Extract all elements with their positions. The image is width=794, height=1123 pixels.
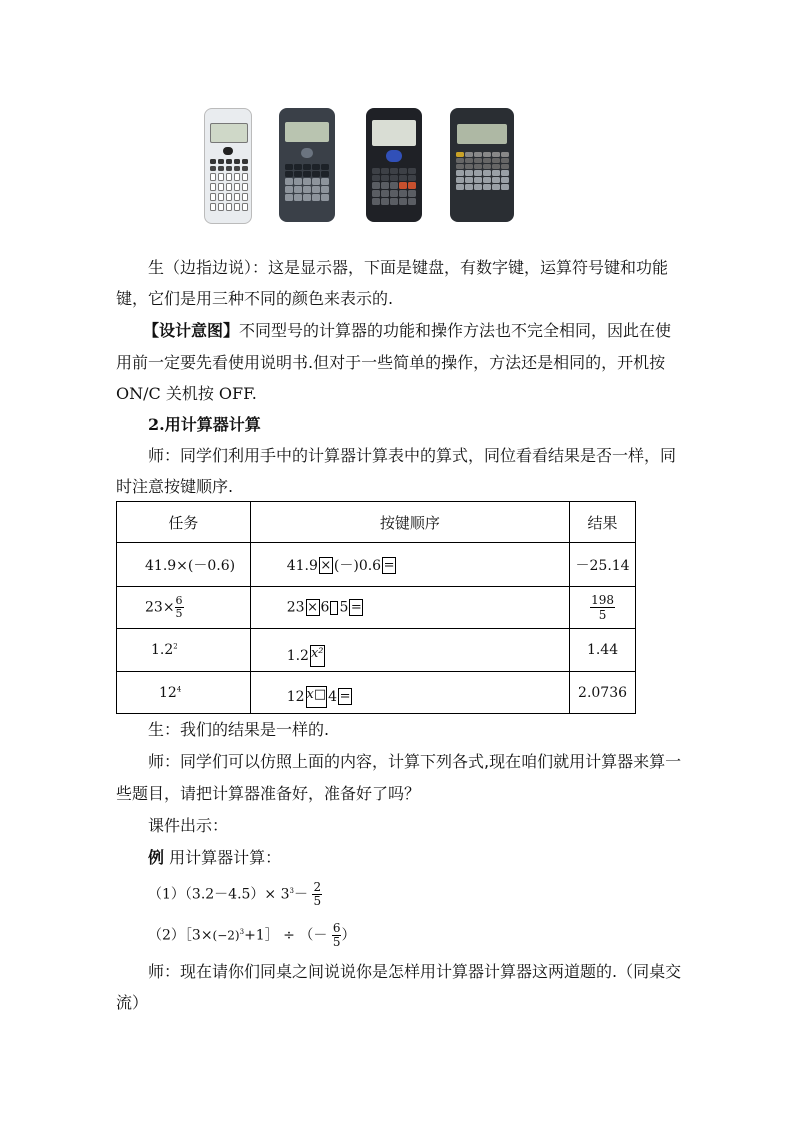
task-exponent: 2 xyxy=(173,642,178,651)
task-exponent: 4 xyxy=(176,684,182,693)
teacher-paragraph-line-2: 时注意按键顺序. xyxy=(116,477,234,496)
calculator-images xyxy=(196,108,526,226)
result-cell xyxy=(570,629,636,672)
exercise-1-operator: － xyxy=(294,886,308,903)
key-box: = xyxy=(383,558,395,573)
result-value: 1.44 xyxy=(586,642,619,658)
section-heading: 2.用计算器计算 xyxy=(148,415,261,434)
result-value: 2.0736 xyxy=(578,684,628,701)
key-sequence-cell xyxy=(250,672,569,714)
key-text: 12 xyxy=(286,688,305,705)
table-header-row xyxy=(117,502,636,543)
result-value: －25.14 xyxy=(575,557,630,574)
fraction-denominator: 5 xyxy=(313,894,322,909)
key-text: (－) xyxy=(333,557,359,574)
header-result: 结果 xyxy=(570,502,636,543)
calculator-grey-image xyxy=(279,108,335,222)
fraction-numerator: 2 xyxy=(313,880,322,895)
key-text: 6 xyxy=(320,599,330,616)
result-cell xyxy=(570,543,636,587)
teacher-paragraph-2-line-2: 些题目，请把计算器准备好，准备好了吗？ xyxy=(116,784,421,803)
key-text: 1.2 xyxy=(286,648,309,664)
key-box: x² xyxy=(310,645,325,667)
task-cell xyxy=(117,672,251,714)
fraction-numerator: 6 xyxy=(175,594,183,607)
fraction-denominator: 5 xyxy=(175,607,183,620)
header-task: 任务 xyxy=(117,502,251,543)
table-row xyxy=(117,629,636,672)
result-cell xyxy=(570,587,636,629)
calculator-black-blue-image xyxy=(366,108,422,222)
task-expression: 23× xyxy=(145,599,175,616)
task-cell xyxy=(117,587,251,629)
task-expression: 41.9×(－0.6) xyxy=(145,557,236,574)
key-text: 0.6 xyxy=(358,557,382,574)
example-label: 例 xyxy=(148,848,165,867)
exercise-2-text: +1］ ÷ （－ xyxy=(244,927,328,944)
key-box: × xyxy=(307,600,318,615)
key-box: x□ xyxy=(306,686,328,708)
exercise-2 xyxy=(148,919,355,949)
exercise-2-text: ） xyxy=(341,927,356,944)
courseware-label: 课件出示： xyxy=(148,816,229,835)
fraction-numerator: 6 xyxy=(332,921,341,936)
key-text: 4 xyxy=(328,688,338,705)
result-cell xyxy=(570,672,636,714)
header-key-sequence: 按键顺序 xyxy=(250,502,569,543)
exercise-2-base: (−2) xyxy=(212,928,240,943)
table-row xyxy=(117,587,636,629)
design-intent-line-2: 用前一定要先看使用说明书.但对于一些简单的操作，方法还是相同的，开机按 xyxy=(116,353,666,372)
calculator-scientific-dark-image xyxy=(450,108,514,222)
key-text: 41.9 xyxy=(286,557,318,574)
fraction-numerator: 198 xyxy=(591,593,614,607)
table-row xyxy=(117,543,636,587)
key-box: × xyxy=(320,558,332,573)
task-fraction xyxy=(175,595,184,620)
exercise-1 xyxy=(148,878,322,908)
teacher-paragraph-2-line-1: 师：同学们可以仿照上面的内容，计算下列各式,现在咱们就用计算器来算一 xyxy=(148,752,682,771)
exercise-2-fraction xyxy=(332,922,342,949)
fraction-key-box xyxy=(330,601,338,615)
calculation-table xyxy=(116,501,636,714)
task-expression: 12 xyxy=(159,684,177,701)
calculator-white-image xyxy=(204,108,252,224)
design-intent-line-1 xyxy=(143,323,671,339)
key-text: 23 xyxy=(286,599,305,616)
key-sequence-cell xyxy=(250,629,569,672)
design-intent-line-3: ON/C 关机按 OFF. xyxy=(116,384,257,403)
task-expression: 1.2 xyxy=(151,642,174,658)
exercise-1-fraction xyxy=(312,881,322,908)
key-sequence-cell xyxy=(250,543,569,587)
student-paragraph-line-2: 键，它们是用三种不同的颜色来表示的. xyxy=(116,289,394,308)
key-box: = xyxy=(339,689,351,704)
teacher-paragraph-3-line-2: 流） xyxy=(116,993,149,1012)
example-line xyxy=(148,850,281,866)
fraction-denominator: 5 xyxy=(598,608,607,622)
exercise-1-text: （1）（3.2－4.5）× 3 xyxy=(148,886,290,903)
task-cell xyxy=(117,629,251,672)
key-box: = xyxy=(350,600,362,615)
student-paragraph-line-1: 生（边指边说）：这是显示器，下面是键盘，有数字键，运算符号键和功能 xyxy=(148,258,669,277)
teacher-paragraph-line-1: 师：同学们利用手中的计算器计算表中的算式，同位看看结果是否一样，同 xyxy=(148,446,677,465)
table-row xyxy=(117,672,636,714)
exercise-2-exponent: 3 xyxy=(239,928,245,936)
exercise-2-text: （2）［3× xyxy=(148,927,213,944)
fraction-denominator: 5 xyxy=(332,935,341,950)
student-response: 生：我们的结果是一样的. xyxy=(148,720,330,739)
design-intent-text: 不同型号的计算器的功能和操作方法也不完全相同，因此在使 xyxy=(239,321,672,340)
key-text: 5 xyxy=(339,599,349,616)
result-fraction xyxy=(590,593,615,622)
exercise-1-exponent: 3 xyxy=(289,887,294,895)
key-sequence-cell xyxy=(250,587,569,629)
teacher-paragraph-3-line-1: 师：现在请你们同桌之间说说你是怎样用计算器计算器这两道题的.（同桌交 xyxy=(148,962,682,981)
design-intent-label: 【设计意图】 xyxy=(143,321,240,340)
task-cell xyxy=(117,543,251,587)
example-text: 用计算器计算： xyxy=(164,848,282,867)
